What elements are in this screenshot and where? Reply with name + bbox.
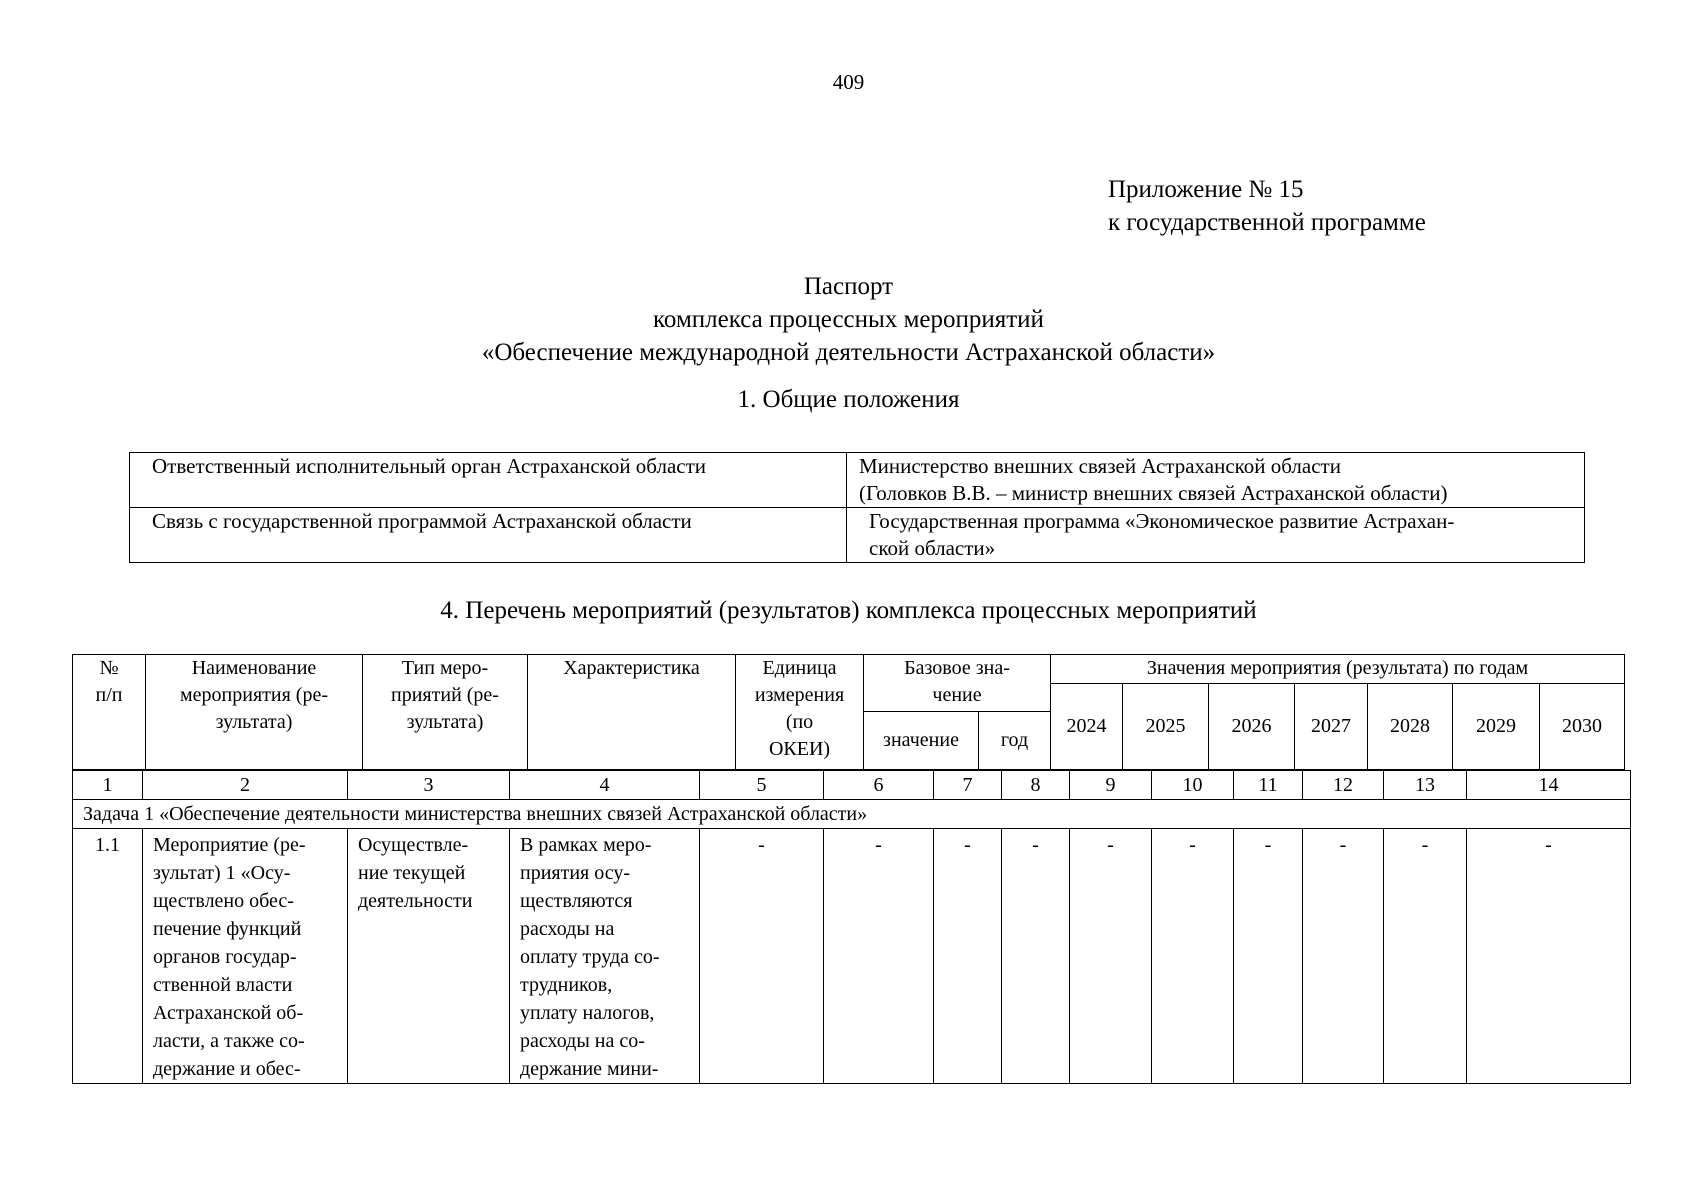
appendix-line: Приложение № 15 bbox=[1108, 176, 1304, 203]
cell-line: В рамках меро- bbox=[520, 834, 652, 856]
header-text: Тип меро- bbox=[401, 657, 489, 679]
header-by-years bbox=[1051, 655, 1625, 684]
header-num bbox=[73, 655, 146, 770]
cell-text: ской области» bbox=[869, 536, 996, 560]
section-heading: 4. Перечень мероприятий (результатов) комплекса процессных мероприятий bbox=[440, 597, 1257, 624]
header-text: зультата) bbox=[215, 711, 293, 733]
task-row bbox=[73, 800, 1631, 829]
cell-line: ственной власти bbox=[153, 974, 293, 996]
column-number: 9 bbox=[1070, 771, 1152, 800]
header-text: п/п bbox=[95, 684, 123, 706]
column-number: 5 bbox=[700, 771, 824, 800]
activities-table-header bbox=[72, 654, 1625, 770]
cell-line: трудников, bbox=[520, 974, 613, 996]
general-provisions-table bbox=[129, 452, 1585, 563]
header-text: Единица bbox=[762, 657, 837, 679]
cell-line: ществлено обес- bbox=[153, 890, 294, 912]
header-name bbox=[146, 655, 363, 770]
cell-line: зультат) 1 «Осу- bbox=[153, 862, 291, 884]
document-title bbox=[0, 270, 1697, 369]
title-line: «Обеспечение международной деятельности Астраханской области» bbox=[481, 339, 1216, 366]
row-value: - bbox=[1467, 829, 1631, 1084]
header-year bbox=[1453, 684, 1540, 770]
cell-line: ществляются bbox=[520, 890, 633, 912]
cell-line: держание и обес- bbox=[153, 1058, 301, 1080]
header-year bbox=[1295, 684, 1368, 770]
table-cell bbox=[130, 453, 847, 508]
header-base-year bbox=[979, 712, 1051, 770]
page-number: 409 bbox=[832, 70, 865, 94]
row-value: - bbox=[700, 829, 824, 1084]
column-number: 10 bbox=[1152, 771, 1234, 800]
appendix-line: к государственной программе bbox=[1108, 209, 1426, 236]
header-year bbox=[1540, 684, 1625, 770]
row-name bbox=[143, 829, 348, 1084]
column-number: 4 bbox=[510, 771, 700, 800]
cell-line: печение функций bbox=[153, 918, 302, 940]
header-text: 2026 bbox=[1231, 715, 1272, 737]
header-unit bbox=[736, 655, 864, 770]
header-year bbox=[1209, 684, 1295, 770]
cell-text: Министерство внешних связей Астраханской области bbox=[859, 454, 1341, 478]
column-number: 2 bbox=[143, 771, 348, 800]
header-base-value bbox=[864, 712, 979, 770]
header-type bbox=[363, 655, 528, 770]
header-text: 2027 bbox=[1311, 715, 1351, 737]
header-text: Наименование bbox=[191, 657, 317, 679]
header-text: № bbox=[99, 657, 119, 679]
header-text: Значения мероприятия (результата) по годам bbox=[1146, 657, 1529, 679]
row-value: - bbox=[1070, 829, 1152, 1084]
table-cell bbox=[847, 508, 1585, 563]
cell-line: оплату труда со- bbox=[520, 946, 660, 968]
table-cell bbox=[847, 453, 1585, 508]
cell-line: ласти, а также со- bbox=[153, 1030, 305, 1052]
row-characteristic bbox=[510, 829, 700, 1084]
row-value: - bbox=[824, 829, 934, 1084]
title-line: комплекса процессных мероприятий bbox=[653, 306, 1044, 333]
cell-line: держание мини- bbox=[520, 1058, 659, 1080]
header-row bbox=[73, 655, 1625, 684]
column-number: 14 bbox=[1467, 771, 1631, 800]
cell-line: Мероприятие (ре- bbox=[153, 834, 306, 856]
activities-table bbox=[72, 770, 1631, 1084]
header-text: чение bbox=[932, 684, 982, 706]
row-value: - bbox=[1384, 829, 1467, 1084]
table-cell bbox=[130, 508, 847, 563]
header-text: 2025 bbox=[1145, 715, 1186, 737]
cell-text: Ответственный исполнительный орган Астраханской области bbox=[152, 454, 707, 478]
table-row bbox=[130, 508, 1585, 563]
header-text: 2024 bbox=[1066, 715, 1107, 737]
cell-text: Государственная программа «Экономическое развитие Астрахан- bbox=[869, 509, 1455, 533]
column-number: 8 bbox=[1002, 771, 1070, 800]
column-number: 11 bbox=[1234, 771, 1303, 800]
cell-text: (Головков В.В. – министр внешних связей Астраханской области) bbox=[859, 481, 1448, 505]
column-number: 1 bbox=[73, 771, 143, 800]
column-number: 3 bbox=[348, 771, 510, 800]
cell-line: приятия осу- bbox=[520, 862, 631, 884]
section-heading: 1. Общие положения bbox=[737, 386, 960, 413]
column-number: 12 bbox=[1303, 771, 1384, 800]
header-text: зультата) bbox=[406, 711, 484, 733]
row-value: - bbox=[1152, 829, 1234, 1084]
column-number: 6 bbox=[824, 771, 934, 800]
cell-line: органов государ- bbox=[153, 946, 297, 968]
title-line: Паспорт bbox=[803, 273, 894, 300]
header-text: значение bbox=[883, 729, 959, 751]
cell-line: расходы на со- bbox=[520, 1030, 645, 1052]
header-text: 2029 bbox=[1476, 715, 1516, 737]
table-row bbox=[73, 829, 1631, 1084]
column-numbers-row bbox=[73, 771, 1631, 800]
row-value: - bbox=[934, 829, 1002, 1084]
row-value: - bbox=[1303, 829, 1384, 1084]
header-characteristic bbox=[528, 655, 736, 770]
row-value: - bbox=[1234, 829, 1303, 1084]
header-text: Базовое зна- bbox=[904, 657, 1010, 679]
header-year bbox=[1051, 684, 1123, 770]
row-type bbox=[348, 829, 510, 1084]
header-text: 2030 bbox=[1562, 715, 1603, 737]
header-text: Характеристика bbox=[563, 657, 700, 679]
row-value: - bbox=[1002, 829, 1070, 1084]
appendix-note bbox=[1108, 173, 1426, 239]
header-year bbox=[1368, 684, 1453, 770]
cell-line: деятельности bbox=[358, 890, 473, 912]
cell-line: ние текущей bbox=[358, 862, 466, 884]
header-text: 2028 bbox=[1390, 715, 1430, 737]
header-text: год bbox=[1000, 729, 1029, 751]
column-number: 13 bbox=[1384, 771, 1467, 800]
header-base bbox=[864, 655, 1051, 712]
header-text: измерения bbox=[754, 684, 845, 706]
cell-line: расходы на bbox=[520, 918, 615, 940]
table-row bbox=[130, 453, 1585, 508]
row-num: 1.1 bbox=[73, 829, 143, 1084]
header-year bbox=[1123, 684, 1209, 770]
header-text: мероприятия (ре- bbox=[180, 684, 328, 706]
cell-line: Осуществле- bbox=[358, 834, 469, 856]
column-number: 7 bbox=[934, 771, 1002, 800]
cell-line: уплату налогов, bbox=[520, 1002, 655, 1024]
task-cell: Задача 1 «Обеспечение деятельности министерства внешних связей Астраханской области» bbox=[73, 800, 1631, 829]
header-text: приятий (ре- bbox=[391, 684, 499, 706]
header-text: (по bbox=[785, 711, 814, 733]
cell-text: Связь с государственной программой Астраханской области bbox=[152, 509, 692, 533]
header-text: ОКЕИ) bbox=[768, 738, 831, 760]
cell-line: Астраханской об- bbox=[153, 1002, 304, 1024]
